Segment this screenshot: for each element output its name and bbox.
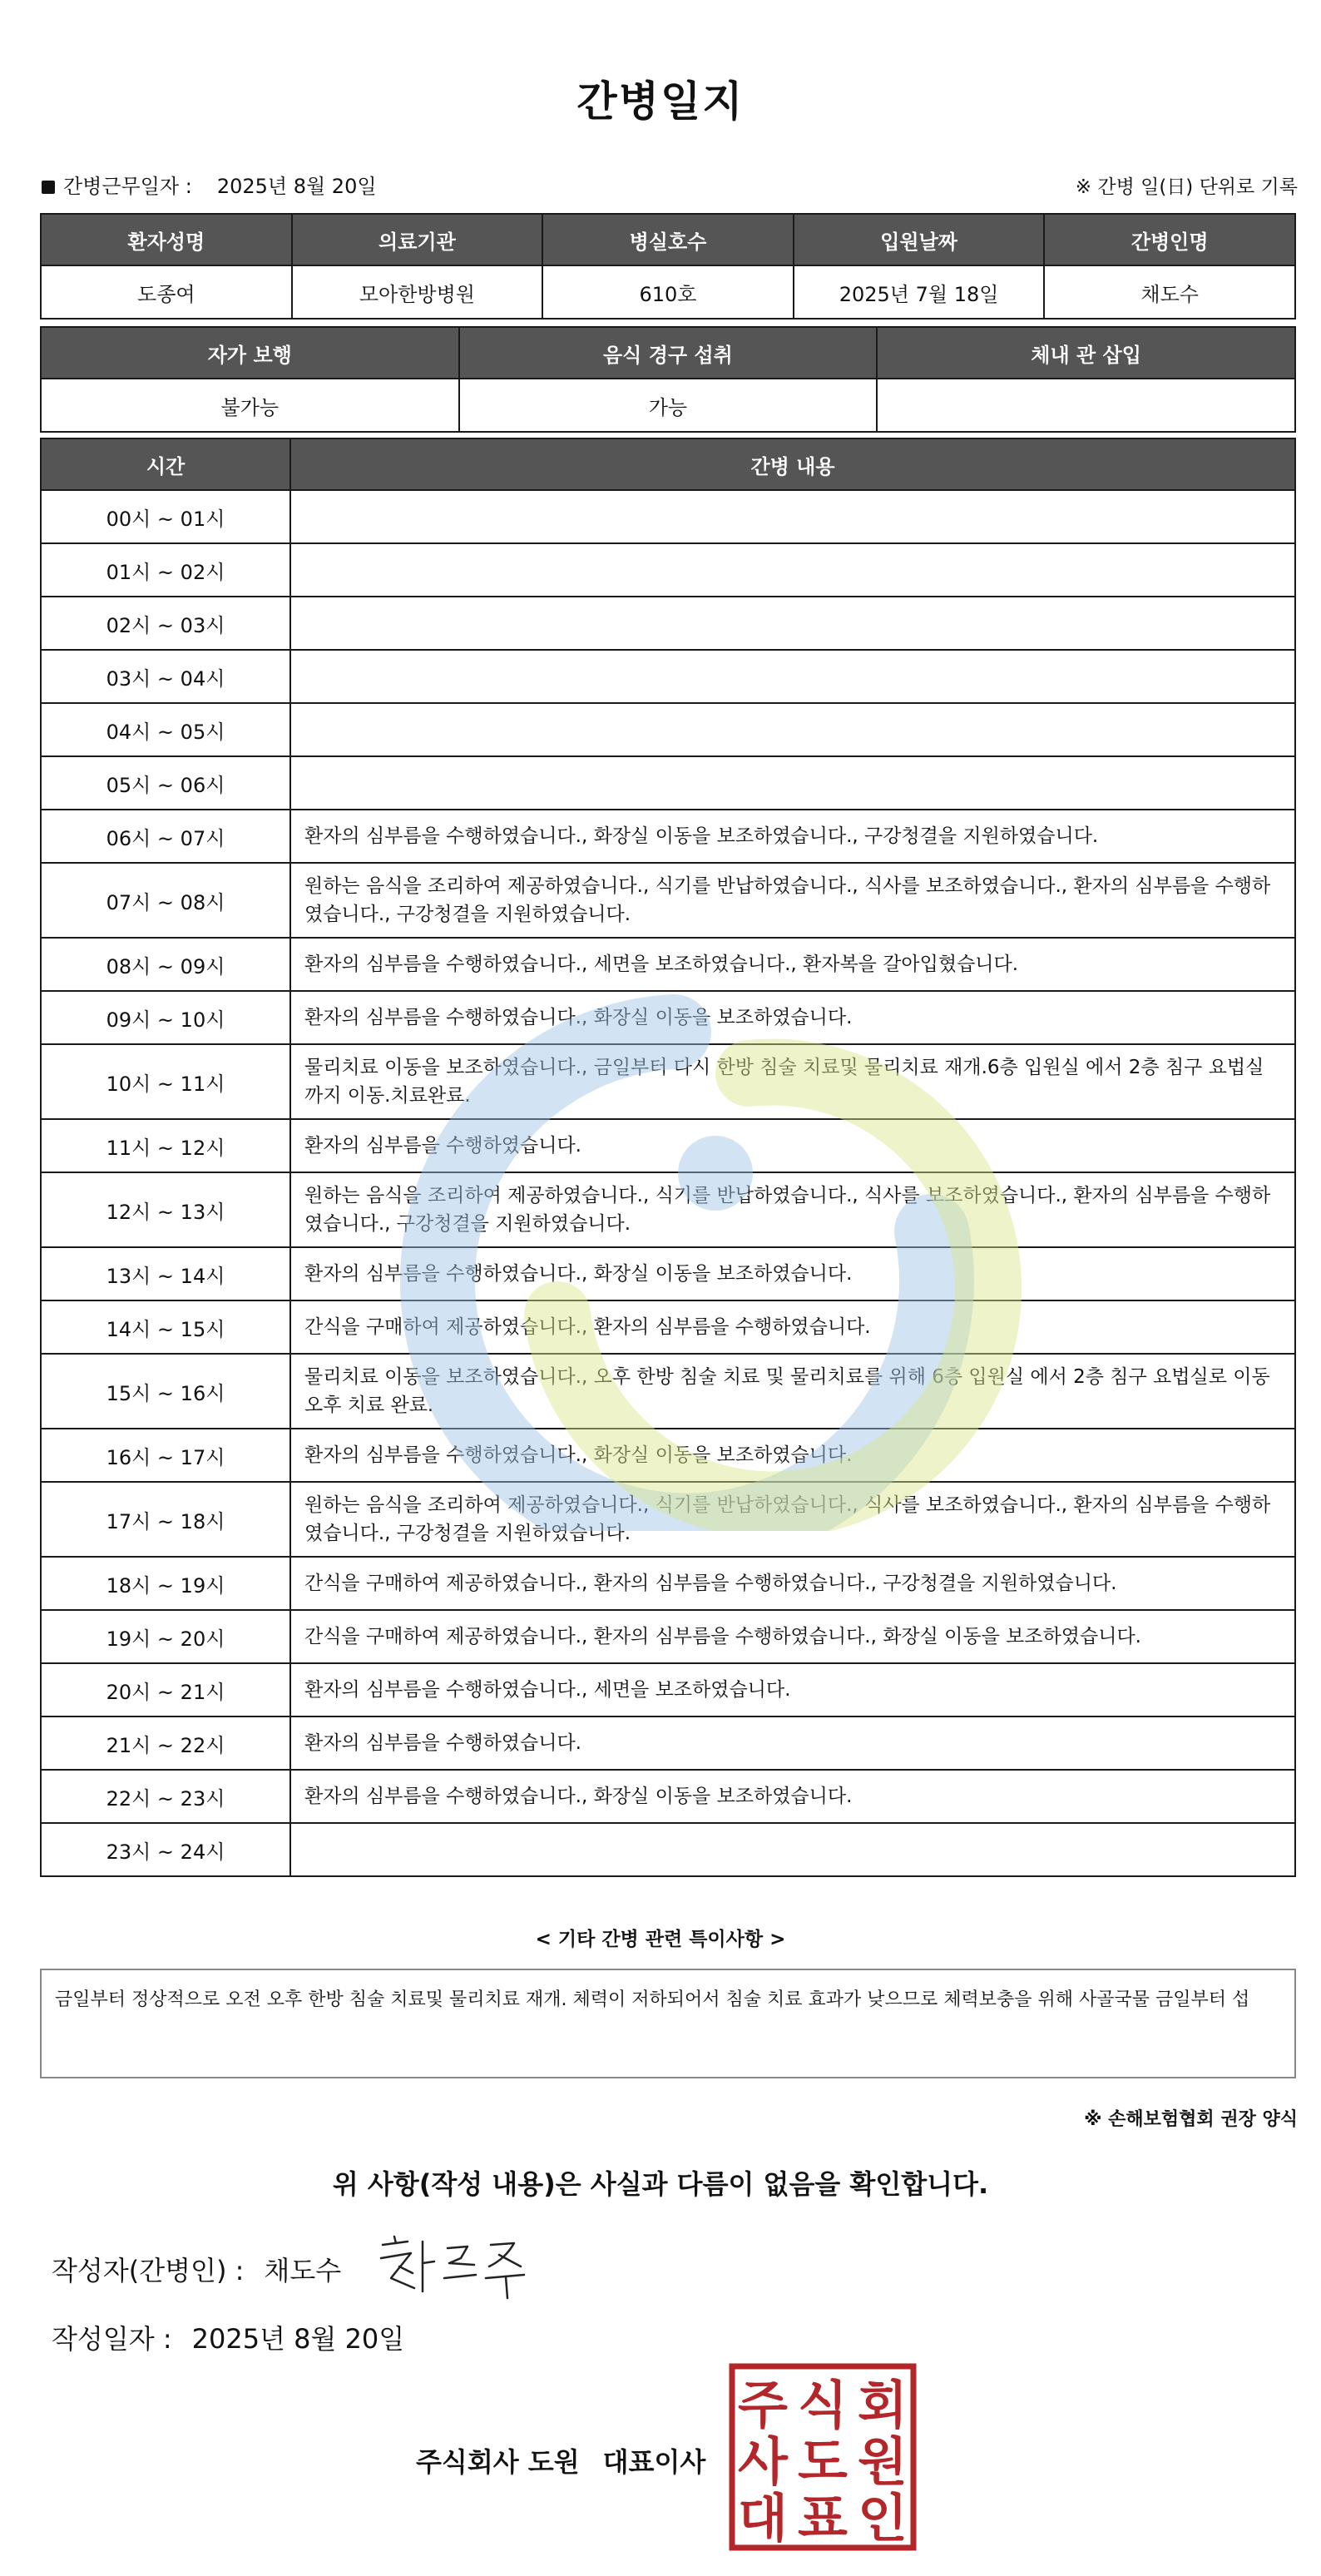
content-cell: 환자의 심부름을 수행하였습니다., 화장실 이동을 보조하였습니다. <box>290 1429 1295 1482</box>
work-date-value: 2025년 8월 20일 <box>216 175 377 198</box>
header-tube-insertion: 체내 관 삽입 <box>877 327 1295 379</box>
table-row <box>41 1247 1295 1300</box>
content-cell: 환자의 심부름을 수행하였습니다. <box>290 1119 1295 1172</box>
content-cell <box>290 490 1295 543</box>
time-cell: 18시 ~ 19시 <box>41 1557 290 1610</box>
time-cell: 20시 ~ 21시 <box>41 1663 290 1717</box>
time-cell: 07시 ~ 08시 <box>41 863 290 938</box>
table-row <box>41 1354 1295 1429</box>
content-cell: 환자의 심부름을 수행하였습니다., 세면을 보조하였습니다., 환자복을 갈아입혔습니다. <box>290 938 1295 991</box>
header-patient-name: 환자성명 <box>41 214 292 265</box>
time-cell: 12시 ~ 13시 <box>41 1172 290 1247</box>
patient-status-table <box>40 326 1296 433</box>
self-walking-value: 불가능 <box>41 379 459 432</box>
header-institution: 의료기관 <box>292 214 543 265</box>
patient-info-value-row <box>41 265 1295 319</box>
time-cell: 03시 ~ 04시 <box>41 650 290 703</box>
content-cell: 환자의 심부름을 수행하였습니다., 화장실 이동을 보조하였습니다. <box>290 1770 1295 1823</box>
time-cell: 06시 ~ 07시 <box>41 810 290 863</box>
svg-text:표: 표 <box>798 2488 848 2549</box>
svg-text:원: 원 <box>858 2431 908 2492</box>
content-cell <box>290 650 1295 703</box>
writer-name: 채도수 <box>264 2255 342 2286</box>
table-row <box>41 1482 1295 1557</box>
patient-info-header-row <box>41 214 1295 265</box>
caregiver-name: 채도수 <box>1044 265 1295 319</box>
written-date-value: 2025년 8월 20일 <box>191 2323 405 2355</box>
table-row <box>41 1119 1295 1172</box>
institution: 모아한방병원 <box>292 265 543 319</box>
time-cell: 22시 ~ 23시 <box>41 1770 290 1823</box>
content-cell: 원하는 음식을 조리하여 제공하였습니다., 식기를 반납하였습니다., 식사를 보조하였습니다., 환자의 심부름을 수행하였습니다., 구강청결을 지원하였습니다. <box>290 1172 1295 1247</box>
time-cell: 14시 ~ 15시 <box>41 1300 290 1354</box>
table-row <box>41 810 1295 863</box>
time-cell: 21시 ~ 22시 <box>41 1717 290 1770</box>
header-oral-intake: 음식 경구 섭취 <box>459 327 878 379</box>
table-row <box>41 938 1295 991</box>
writer-label: 작성자(간병인) : <box>52 2255 245 2286</box>
work-date-label: 간병근무일자 : <box>63 175 192 198</box>
time-cell: 16시 ~ 17시 <box>41 1429 290 1482</box>
work-date-line <box>42 170 377 199</box>
svg-text:사: 사 <box>738 2431 788 2492</box>
table-row <box>41 1044 1295 1119</box>
header-time: 시간 <box>41 438 290 490</box>
table-row <box>41 1717 1295 1770</box>
bullet-square-icon <box>42 181 55 194</box>
time-cell: 09시 ~ 10시 <box>41 991 290 1044</box>
time-cell: 11시 ~ 12시 <box>41 1119 290 1172</box>
svg-text:대: 대 <box>738 2488 788 2549</box>
care-log-header-row <box>41 438 1295 490</box>
table-row <box>41 756 1295 810</box>
header-self-walking: 자가 보행 <box>41 327 459 379</box>
table-row <box>41 703 1295 756</box>
content-cell: 간식을 구매하여 제공하였습니다., 환자의 심부름을 수행하였습니다. <box>290 1300 1295 1354</box>
time-cell: 01시 ~ 02시 <box>41 543 290 597</box>
content-cell: 간식을 구매하여 제공하였습니다., 환자의 심부름을 수행하였습니다., 화장실 이동을 보조하였습니다. <box>290 1610 1295 1663</box>
status-value-row <box>41 379 1295 432</box>
patient-info-table <box>40 213 1296 320</box>
time-cell: 10시 ~ 11시 <box>41 1044 290 1119</box>
oral-intake-value: 가능 <box>459 379 878 432</box>
table-row <box>41 490 1295 543</box>
room-number: 610호 <box>542 265 794 319</box>
company-seal-stamp <box>729 2363 917 2551</box>
content-cell: 원하는 음식을 조리하여 제공하였습니다., 식기를 반납하였습니다., 식사를 보조하였습니다., 환자의 심부름을 수행하였습니다., 구강청결을 지원하였습니다. <box>290 863 1295 938</box>
source-note: ※ 손해보험협회 권장 양식 <box>1084 2109 1298 2130</box>
care-log-table <box>40 438 1296 1877</box>
tube-insertion-value <box>877 379 1295 432</box>
header-room-number: 병실호수 <box>542 214 794 265</box>
svg-text:식: 식 <box>798 2375 848 2435</box>
content-cell <box>290 1823 1295 1876</box>
written-date-line <box>52 2318 404 2356</box>
time-cell: 08시 ~ 09시 <box>41 938 290 991</box>
time-cell: 17시 ~ 18시 <box>41 1482 290 1557</box>
content-cell: 환자의 심부름을 수행하였습니다., 화장실 이동을 보조하였습니다., 구강청결을 지원하였습니다. <box>290 810 1295 863</box>
content-cell: 환자의 심부름을 수행하였습니다., 화장실 이동을 보조하였습니다. <box>290 991 1295 1044</box>
company-line <box>416 2441 705 2479</box>
table-row <box>41 1300 1295 1354</box>
writer-line <box>52 2250 341 2288</box>
status-header-row <box>41 327 1295 379</box>
notes-box <box>40 1969 1296 2078</box>
content-cell: 간식을 구매하여 제공하였습니다., 환자의 심부름을 수행하였습니다., 구강청결을 지원하였습니다. <box>290 1557 1295 1610</box>
time-cell: 23시 ~ 24시 <box>41 1823 290 1876</box>
time-cell: 19시 ~ 20시 <box>41 1610 290 1663</box>
content-cell: 환자의 심부름을 수행하였습니다., 세면을 보조하였습니다. <box>290 1663 1295 1717</box>
table-row <box>41 1823 1295 1876</box>
time-cell: 04시 ~ 05시 <box>41 703 290 756</box>
content-cell: 물리치료 이동을 보조하였습니다., 금일부터 다시 한방 침술 치료및 물리치료 재개.6층 입원실 에서 2층 침구 요법실 까지 이동.치료완료. <box>290 1044 1295 1119</box>
table-row <box>41 1429 1295 1482</box>
table-row <box>41 650 1295 703</box>
content-cell: 원하는 음식을 조리하여 제공하였습니다., 식기를 반납하였습니다., 식사를 보조하였습니다., 환자의 심부름을 수행하였습니다., 구강청결을 지원하였습니다. <box>290 1482 1295 1557</box>
table-row <box>41 1557 1295 1610</box>
svg-text:인: 인 <box>858 2488 908 2549</box>
table-row <box>41 1770 1295 1823</box>
svg-text:도: 도 <box>798 2431 848 2492</box>
admission-date: 2025년 7월 18일 <box>794 265 1045 319</box>
time-cell: 05시 ~ 06시 <box>41 756 290 810</box>
svg-text:회: 회 <box>858 2375 908 2435</box>
company-representative-title: 대표이사 <box>602 2446 706 2478</box>
table-row <box>41 597 1295 650</box>
content-cell: 물리치료 이동을 보조하였습니다., 오후 한방 침술 치료 및 물리치료를 위해 6층 입원실 에서 2층 침구 요법실로 이동 오후 치료 완료. <box>290 1354 1295 1429</box>
table-row <box>41 1172 1295 1247</box>
time-cell: 13시 ~ 14시 <box>41 1247 290 1300</box>
table-row <box>41 1610 1295 1663</box>
header-care-content: 간병 내용 <box>290 438 1295 490</box>
content-cell: 환자의 심부름을 수행하였습니다. <box>290 1717 1295 1770</box>
header-admission-date: 입원날짜 <box>794 214 1045 265</box>
table-row <box>41 863 1295 938</box>
content-cell <box>290 703 1295 756</box>
written-date-label: 작성일자 : <box>52 2323 172 2355</box>
company-name: 주식회사 도원 <box>416 2446 580 2478</box>
svg-text:주: 주 <box>738 2375 788 2435</box>
content-cell <box>290 756 1295 810</box>
table-row <box>41 1663 1295 1717</box>
notes-text: 금일부터 정상적으로 오전 오후 한방 침술 치료및 물리치료 재개. 체력이 저하되어서 침술 치료 효과가 낮으므로 체력보충을 위해 사골국물 금일부터 섭 <box>55 1989 1250 2010</box>
confirmation-statement: 위 사항(작성 내용)은 사실과 다름이 없음을 확인합니다. <box>332 2168 989 2200</box>
time-cell: 02시 ~ 03시 <box>41 597 290 650</box>
header-caregiver-name: 간병인명 <box>1044 214 1295 265</box>
time-cell: 00시 ~ 01시 <box>41 490 290 543</box>
unit-note: ※ 간병 일(日) 단위로 기록 <box>1075 176 1298 198</box>
table-row <box>41 543 1295 597</box>
content-cell: 환자의 심부름을 수행하였습니다., 화장실 이동을 보조하였습니다. <box>290 1247 1295 1300</box>
time-cell: 15시 ~ 16시 <box>41 1354 290 1429</box>
patient-name: 도종여 <box>41 265 292 319</box>
handwritten-signature <box>374 2230 541 2305</box>
notes-title: < 기타 간병 관련 특이사항 > <box>535 1929 786 1950</box>
content-cell <box>290 597 1295 650</box>
page-title: 간병일지 <box>576 77 745 126</box>
table-row <box>41 991 1295 1044</box>
content-cell <box>290 543 1295 597</box>
